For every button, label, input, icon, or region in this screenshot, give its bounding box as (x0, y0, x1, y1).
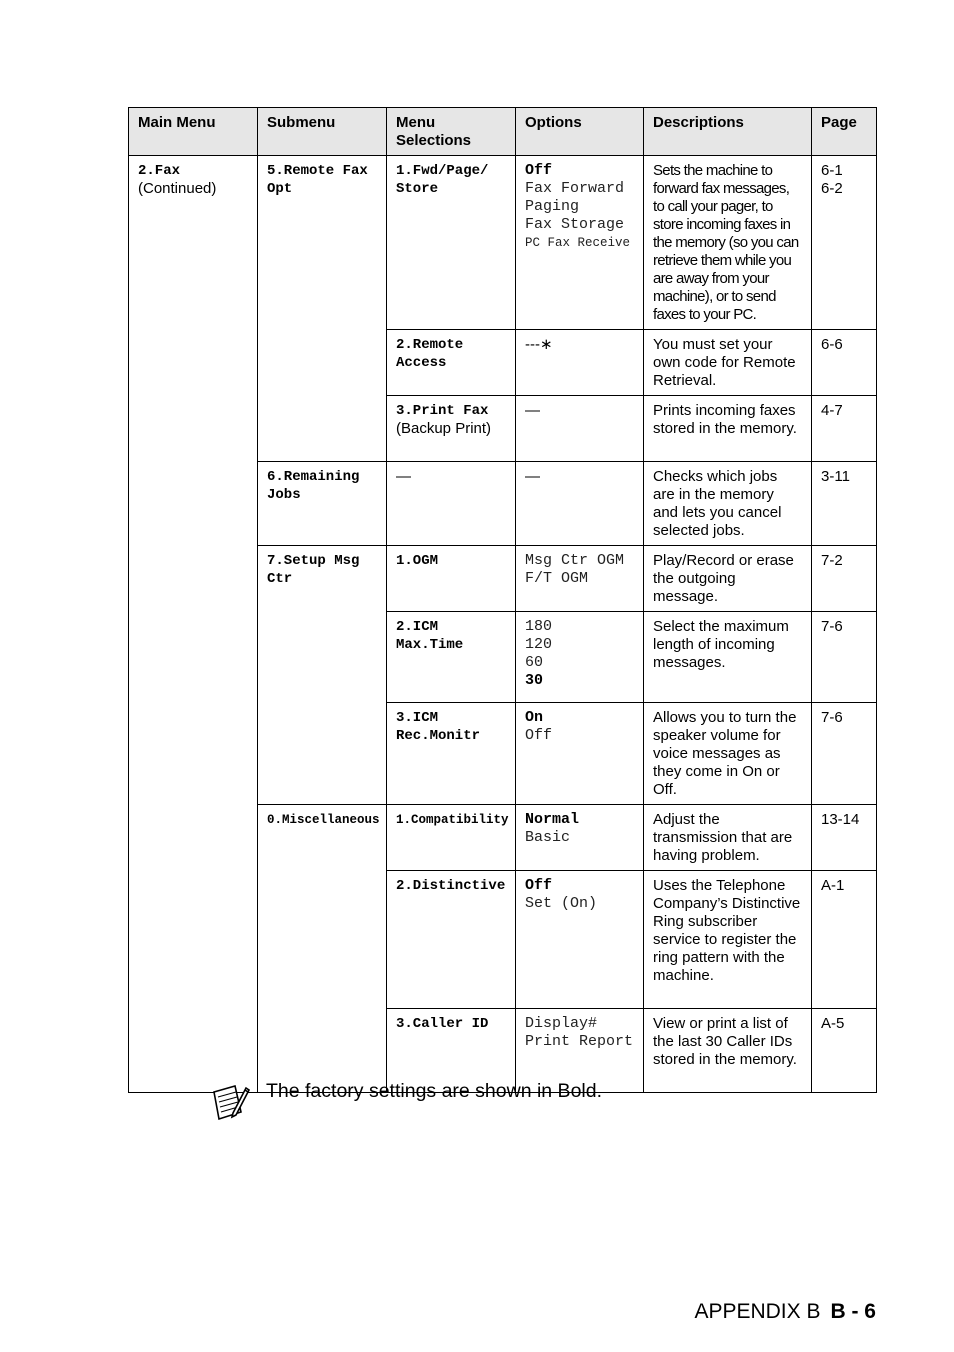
selection-remaining: — (387, 462, 516, 546)
header-options: Options (516, 108, 644, 156)
selection-ogm: 1.OGM (387, 546, 516, 612)
options-icm-monitor: On Off (516, 703, 644, 805)
submenu-remaining-jobs: 6.Remaining Jobs (258, 462, 387, 546)
description-icm-monitor: Allows you to turn the speaker volume for voice messages as they come in On or Off. (644, 703, 812, 805)
page-remaining: 3-11 (812, 462, 877, 546)
note-pencil-icon (211, 1082, 251, 1122)
selection-icm-monitor: 3.ICM Rec.Monitr (387, 703, 516, 805)
submenu-miscellaneous: 0.Miscellaneous (258, 805, 387, 1093)
description-icm-time: Select the maximum length of incoming messages. (644, 612, 812, 703)
page-icm-time: 7-6 (812, 612, 877, 703)
table-row (129, 156, 877, 330)
footer-label: APPENDIX B (694, 1300, 821, 1323)
selection-print-fax: 3.Print Fax (Backup Print) (387, 396, 516, 462)
main-menu-code: 2.Fax (138, 163, 181, 179)
note (211, 1080, 603, 1122)
description-remote-access: You must set your own code for Remote Retrieval. (644, 330, 812, 396)
submenu-remote-fax-opt: 5.Remote Fax Opt (258, 156, 387, 462)
selection-icm-time: 2.ICM Max.Time (387, 612, 516, 703)
description-distinctive: Uses the Telephone Company’s Distinctive Ring subscriber service to register the ring pattern with the machine. (644, 871, 812, 1009)
description-ogm: Play/Record or erase the outgoing message. (644, 546, 812, 612)
selection-compatibility: 1.Compatibility (387, 805, 516, 871)
header-descriptions: Descriptions (644, 108, 812, 156)
menu-table (128, 107, 877, 1093)
footer-page-number: B - 6 (830, 1300, 876, 1323)
page-ogm: 7-2 (812, 546, 877, 612)
selection-distinctive: 2.Distinctive (387, 871, 516, 1009)
header-menu-selections: Menu Selections (387, 108, 516, 156)
description-remaining: Checks which jobs are in the memory and lets you cancel selected jobs. (644, 462, 812, 546)
options-compatibility: Normal Basic (516, 805, 644, 871)
page-compatibility: 13-14 (812, 805, 877, 871)
table-header-row (129, 108, 877, 156)
page-remote-access: 6-6 (812, 330, 877, 396)
selection-caller-id: 3.Caller ID (387, 1009, 516, 1093)
submenu-setup-msg-ctr: 7.Setup Msg Ctr (258, 546, 387, 805)
header-submenu: Submenu (258, 108, 387, 156)
page-distinctive: A-1 (812, 871, 877, 1009)
options-caller-id: Display# Print Report (516, 1009, 644, 1093)
description-fwd: Sets the machine to forward fax messages, to call your pager, to store incoming faxes in the memory (so you can retrieve them while you are away from your machine), or to send faxes to your PC. (644, 156, 812, 330)
description-caller-id: View or print a list of the last 30 Caller IDs stored in the memory. (644, 1009, 812, 1093)
description-compatibility: Adjust the transmission that are having problem. (644, 805, 812, 871)
page-print-fax: 4-7 (812, 396, 877, 462)
note-text: The factory settings are shown in Bold. (266, 1080, 603, 1102)
page-footer (694, 1300, 876, 1324)
main-menu-label: (Continued) (138, 180, 217, 197)
main-menu-cell (129, 156, 258, 1093)
page-icm-monitor: 7-6 (812, 703, 877, 805)
options-ogm: Msg Ctr OGM F/T OGM (516, 546, 644, 612)
options-remote-access: ---∗ (516, 330, 644, 396)
selection-remote-access: 2.Remote Access (387, 330, 516, 396)
options-remaining: — (516, 462, 644, 546)
header-page: Page (812, 108, 877, 156)
options-print-fax: — (516, 396, 644, 462)
header-main-menu: Main Menu (129, 108, 258, 156)
description-print-fax: Prints incoming faxes stored in the memory. (644, 396, 812, 462)
options-fwd: Off Fax Forward Paging Fax Storage PC Fax Receive (516, 156, 644, 330)
page-fwd: 6-1 6-2 (812, 156, 877, 330)
page-caller-id: A-5 (812, 1009, 877, 1093)
options-distinctive: Off Set (On) (516, 871, 644, 1009)
options-icm-time: 180 120 60 30 (516, 612, 644, 703)
selection-fwd: 1.Fwd/Page/ Store (387, 156, 516, 330)
